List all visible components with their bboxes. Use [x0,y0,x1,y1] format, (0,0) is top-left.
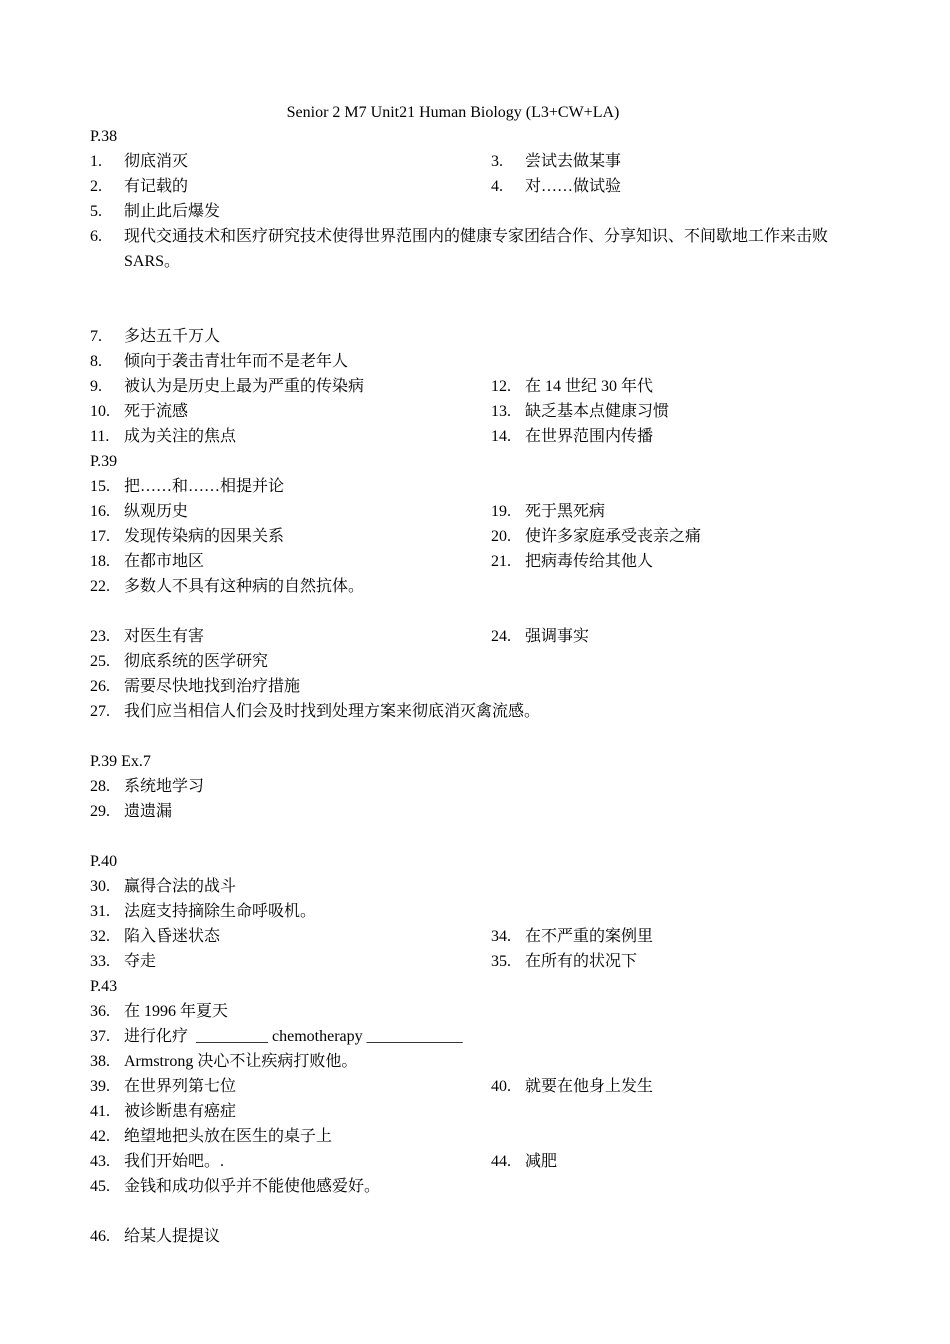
item-number: 15. [90,478,110,495]
list-row [90,399,870,424]
list-row [90,199,870,224]
item-text: 在世界范围内传播 [525,428,654,445]
item-text: 有记载的 [124,178,189,195]
item-text: 减肥 [525,1153,558,1170]
list-row [90,999,870,1024]
list-row [90,774,870,799]
list-row [90,574,870,599]
list-row [90,1174,870,1199]
section-heading-p39-ex7: P.39 Ex.7 [90,753,151,770]
item-text: 倾向于袭击青壮年而不是老年人 [124,353,349,370]
item-number: 42. [90,1128,110,1145]
item-number: 9. [90,378,102,395]
item-number: 36. [90,1003,110,1020]
item-number: 3. [491,153,503,170]
item-number: 27. [90,703,110,720]
item-number: 29. [90,803,110,820]
item-text: 对……做试验 [525,178,622,195]
item-text: 在 14 世纪 30 年代 [525,378,654,395]
spacer [90,1199,870,1224]
item-number: 40. [491,1078,511,1095]
spacer [90,724,870,749]
list-row [90,899,870,924]
item-number: 26. [90,678,110,695]
item-number: 33. [90,953,110,970]
list-row [90,224,870,274]
list-row [90,1224,870,1249]
item-number: 41. [90,1103,110,1120]
item-number: 10. [90,403,110,420]
item-text: 绝望地把头放在医生的桌子上 [124,1128,333,1145]
item-number: 37. [90,1028,110,1045]
item-text: 发现传染病的因果关系 [124,528,285,545]
item-number: 6. [90,228,102,245]
item-text: 成为关注的焦点 [124,428,237,445]
list-row [90,624,870,649]
list-row [90,874,870,899]
item-text: 金钱和成功似乎并不能使他感爱好。 [124,1178,381,1195]
list-row [90,699,870,724]
list-row [90,924,870,949]
item-text: 纵观历史 [124,503,189,520]
item-text: 死于黑死病 [525,503,606,520]
item-text: 现代交通技术和医疗研究技术使得世界范围内的健康专家团结合作、分享知识、不间歇地工作来击败 SARS。 [124,228,829,270]
item-text: 遗遗漏 [124,803,173,820]
section-heading-p38: P.38 [90,128,118,145]
item-number: 8. [90,353,102,370]
item-number: 44. [491,1153,511,1170]
item-text: 法庭支持摘除生命呼吸机。 [124,903,317,920]
section-heading-p39: P.39 [90,453,118,470]
list-row [90,799,870,824]
item-number: 23. [90,628,110,645]
item-number: 22. [90,578,110,595]
item-number: 19. [491,503,511,520]
list-row [90,149,870,174]
list-row [90,499,870,524]
list-row [90,324,870,349]
list-row [90,174,870,199]
item-text: 多数人不具有这种病的自然抗体。 [124,578,365,595]
item-text: 对医生有害 [124,628,205,645]
item-text: 彻底消灭 [124,153,189,170]
list-row [90,674,870,699]
item-text: 制止此后爆发 [124,203,221,220]
item-number: 39. [90,1078,110,1095]
item-number: 13. [491,403,511,420]
item-text: 在都市地区 [124,553,205,570]
item-text: 进行化疗 _________ chemotherapy ____________ [124,1028,463,1045]
spacer [90,274,870,324]
item-text: 陷入昏迷状态 [124,928,221,945]
item-text: 彻底系统的医学研究 [124,653,269,670]
item-number: 32. [90,928,110,945]
item-number: 28. [90,778,110,795]
item-text: 把……和……相提并论 [124,478,285,495]
section-heading-p40: P.40 [90,853,118,870]
document-body [90,124,870,1249]
item-number: 31. [90,903,110,920]
item-text: 我们应当相信人们会及时找到处理方案来彻底消灭禽流感。 [124,703,541,720]
item-number: 20. [491,528,511,545]
list-row [90,424,870,449]
item-text: 就要在他身上发生 [525,1078,654,1095]
item-text: 赢得合法的战斗 [124,878,237,895]
section-heading-p43: P.43 [90,978,118,995]
item-number: 2. [90,178,102,195]
spacer [90,824,870,849]
item-text: 死于流感 [124,403,189,420]
item-number: 34. [491,928,511,945]
list-row [90,1024,870,1049]
item-text: 尝试去做某事 [525,153,622,170]
spacer [90,599,870,624]
list-row [90,1074,870,1099]
item-number: 7. [90,328,102,345]
item-text: Armstrong 决心不让疾病打败他。 [124,1053,358,1070]
item-number: 4. [491,178,503,195]
item-number: 12. [491,378,511,395]
item-number: 24. [491,628,511,645]
item-text: 被诊断患有癌症 [124,1103,237,1120]
list-row [90,549,870,574]
item-number: 45. [90,1178,110,1195]
list-row [90,349,870,374]
item-text: 被认为是历史上最为严重的传染病 [124,378,365,395]
list-row [90,1149,870,1174]
item-number: 17. [90,528,110,545]
item-text: 在世界列第七位 [124,1078,237,1095]
list-row [90,374,870,399]
item-text: 使许多家庭承受丧亲之痛 [525,528,702,545]
item-number: 14. [491,428,511,445]
item-number: 35. [491,953,511,970]
item-number: 38. [90,1053,110,1070]
item-text: 在不严重的案例里 [525,928,654,945]
list-row [90,649,870,674]
list-row [90,1099,870,1124]
item-number: 30. [90,878,110,895]
item-text: 在 1996 年夏天 [124,1003,229,1020]
item-text: 给某人提提议 [124,1228,221,1245]
list-row [90,1049,870,1074]
item-number: 5. [90,203,102,220]
list-row [90,1124,870,1149]
item-text: 强调事实 [525,628,590,645]
item-text: 把病毒传给其他人 [525,553,654,570]
item-number: 11. [90,428,110,445]
item-number: 43. [90,1153,110,1170]
item-text: 夺走 [124,953,157,970]
list-row [90,949,870,974]
item-text: 我们开始吧。. [124,1153,225,1170]
document-title: Senior 2 M7 Unit21 Human Biology (L3+CW+LA) [286,104,620,121]
item-number: 21. [491,553,511,570]
item-number: 1. [90,153,102,170]
list-row [90,474,870,499]
item-text: 缺乏基本点健康习惯 [525,403,670,420]
item-text: 系统地学习 [124,778,205,795]
list-row [90,524,870,549]
item-number: 16. [90,503,110,520]
item-number: 46. [90,1228,110,1245]
item-text: 多达五千万人 [124,328,221,345]
item-number: 25. [90,653,110,670]
item-text: 在所有的状况下 [525,953,638,970]
item-number: 18. [90,553,110,570]
item-text: 需要尽快地找到治疗措施 [124,678,301,695]
